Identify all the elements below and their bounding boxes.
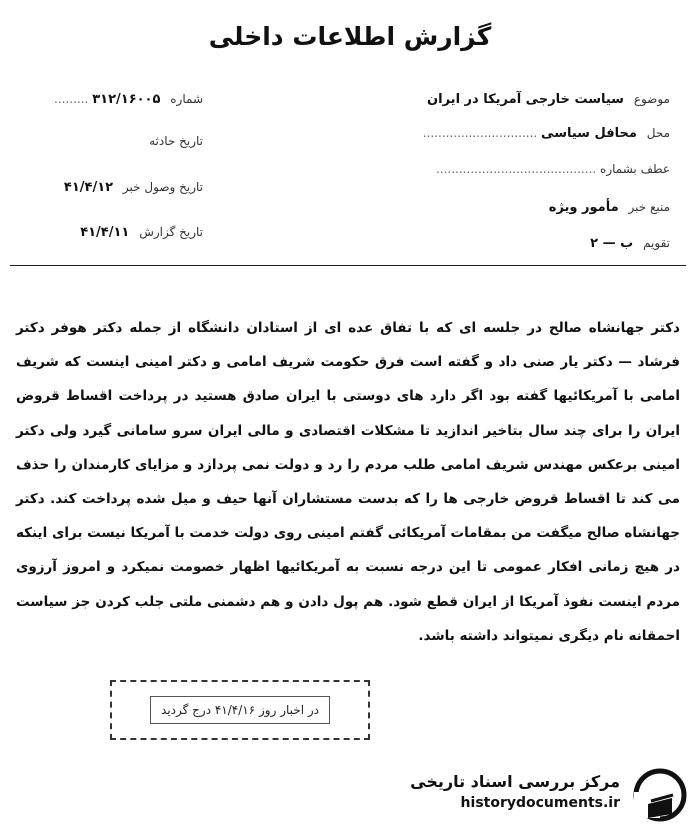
report-date-field — [80, 225, 203, 240]
incident-date-label: تاریخ حادثه — [149, 134, 203, 148]
number-value: ۳۱۲/۱۶۰۰۵ — [92, 92, 161, 107]
subject-label: موضوع — [633, 92, 670, 106]
received-date-label: تاریخ وصول خبر — [122, 180, 203, 194]
reference-label: عطف بشماره — [600, 162, 670, 176]
source-label: منبع خبر — [628, 200, 670, 214]
stamp-value: ۴۱/۴/۱۶ — [214, 703, 256, 717]
book-arc-logo-icon — [632, 768, 688, 822]
subject-value: سیاست خارجی آمریکا در ایران — [427, 92, 624, 107]
stamp-label: در اخبار روز — [259, 703, 319, 717]
stamp-inner — [150, 696, 330, 724]
number-field: شماره ۳۱۲/۱۶۰۰۵ ......... — [54, 92, 203, 107]
report-date-value: ۴۱/۴/۱۱ — [80, 225, 130, 240]
subject-field — [427, 92, 670, 107]
stamp-suffix: درج گردید — [161, 703, 212, 717]
location-value: محافل سیاسی — [541, 126, 637, 141]
footer-org-name: مرکز بررسی اسناد تاریخی — [410, 772, 620, 791]
report-body: دکتر جهانشاه صالح در جلسه ای که با تفاق عده ای از استادان دانشگاه از جمله دکتر هوفر دکتر فرشاد — دکتر یار صنی داد و گفته است فرق حکومت شریف امامی و دکتر امینی اینست که شریف امامی با آمریکائیها گفته بود اگر دارد های دوستی با ایران صادق هستید در پرداخت اقساط قروض ایران را برای چند سال بتاخیر اندازید تا مشکلات اقتصادی و مالی ایران سرو سامانی گیرد ولی دکتر امینی برعکس مهندس شریف امامی طلب مردم را رد و دولت نمی پردازد و مزایای کارمندان را حذف می کند تا اقساط قروض خارجی ها را که بدست مستشاران آنها حیف و میل شده پرداخت کند. دکتر جهانشاه صالح میگفت من بمقامات آمریکائی گفتم امینی روی دولت خدمت با آمریکا نیست برای اینکه در هیچ زمانی افکار عمومی تا این درجه نسبت به آمریکائیها اظهار خصومت نمیکرد و امروز آرزوی مردم اینست نفوذ آمریکا از ایران قطع شود. هم پول دادن و هم دشمنی ملتی جلب کردن جز سیاست احمقانه نام دیگری نمیتواند داشته باشد. — [16, 320, 680, 644]
reference-field: عطف بشماره .......................................... — [435, 162, 670, 176]
source-value: مأمور ویژه — [548, 200, 619, 215]
number-label: شماره — [170, 92, 203, 106]
header-divider — [10, 265, 686, 266]
received-date-value: ۴۱/۴/۱۲ — [63, 180, 114, 195]
source-field — [549, 200, 670, 215]
footer-watermark — [388, 768, 688, 822]
location-field: محل محافل سیاسی .............................. — [422, 126, 670, 141]
report-date-label: تاریخ گزارش — [139, 225, 203, 239]
location-label: محل — [646, 126, 670, 140]
archive-stamp — [110, 680, 370, 740]
document-title: گزارش اطلاعات داخلی — [208, 22, 492, 51]
footer-url: historydocuments.ir — [460, 795, 620, 811]
incident-date-field — [149, 134, 203, 148]
evaluation-label: تقویم — [643, 236, 670, 250]
evaluation-field — [590, 236, 670, 251]
received-date-field — [64, 180, 203, 195]
evaluation-value: ب — ۲ — [590, 236, 634, 251]
